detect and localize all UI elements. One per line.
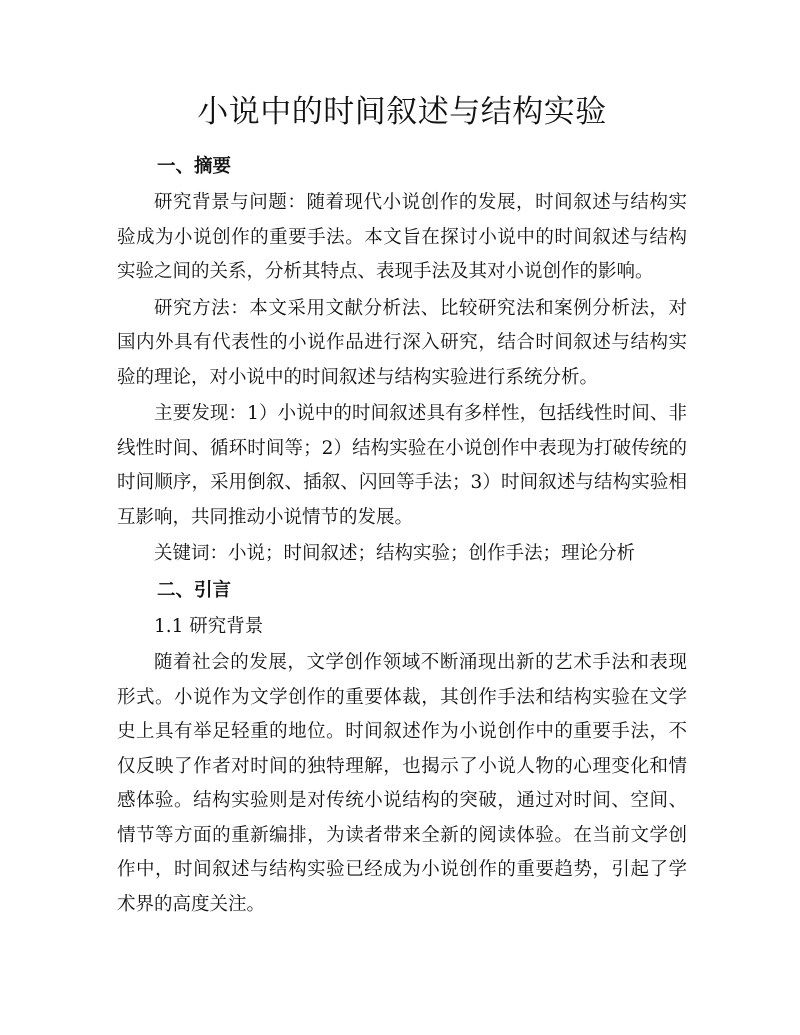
- document-title: 小说中的时间叙述与结构实验: [197, 94, 607, 130]
- keywords-paragraph: 关键词：小说；时间叙述；结构实验；创作手法；理论分析: [154, 543, 636, 564]
- abstract-findings-paragraph: 主要发现：1）小说中的时间叙述具有多样性，包括线性时间、非线性时间、循环时间等；2）结构实验在小说创作中表现为打破传统的时间顺序，采用倒叙、插叙、闪回等手法；3）时间叙述与结构实验相互影响，共同推动小说情节的发展。: [117, 403, 687, 528]
- abstract-background-paragraph: 研究背景与问题：随着现代小说创作的发展，时间叙述与结构实验成为小说创作的重要手法。本文旨在探讨小说中的时间叙述与结构实验之间的关系，分析其特点、表现手法及其对小说创作的影响。: [117, 192, 687, 282]
- document-page: [117, 88, 687, 924]
- introduction-paragraph: 随着社会的发展，文学创作领域不断涌现出新的艺术手法和表现形式。小说作为文学创作的重要体裁，其创作手法和结构实验在文学史上具有举足轻重的地位。时间叙述作为小说创作中的重要手法，不仅反映了作者对时间的独特理解，也揭示了小说人物的心理变化和情感体验。结构实验则是对传统小说结构的突破，通过对时间、空间、情节等方面的重新编排，为读者带来全新的阅读体验。在当前文学创作中，时间叙述与结构实验已经成为小说创作的重要趋势，引起了学术界的高度关注。: [117, 652, 687, 915]
- research-background-subheading: 1.1 研究背景: [154, 615, 264, 637]
- introduction-heading: 二、引言: [157, 579, 232, 601]
- abstract-heading: 一、摘要: [157, 156, 232, 177]
- abstract-methods-paragraph: 研究方法：本文采用文献分析法、比较研究法和案例分析法，对国内外具有代表性的小说作品进行深入研究，结合时间叙述与结构实验的理论，对小说中的时间叙述与结构实验进行系统分析。: [117, 297, 687, 388]
